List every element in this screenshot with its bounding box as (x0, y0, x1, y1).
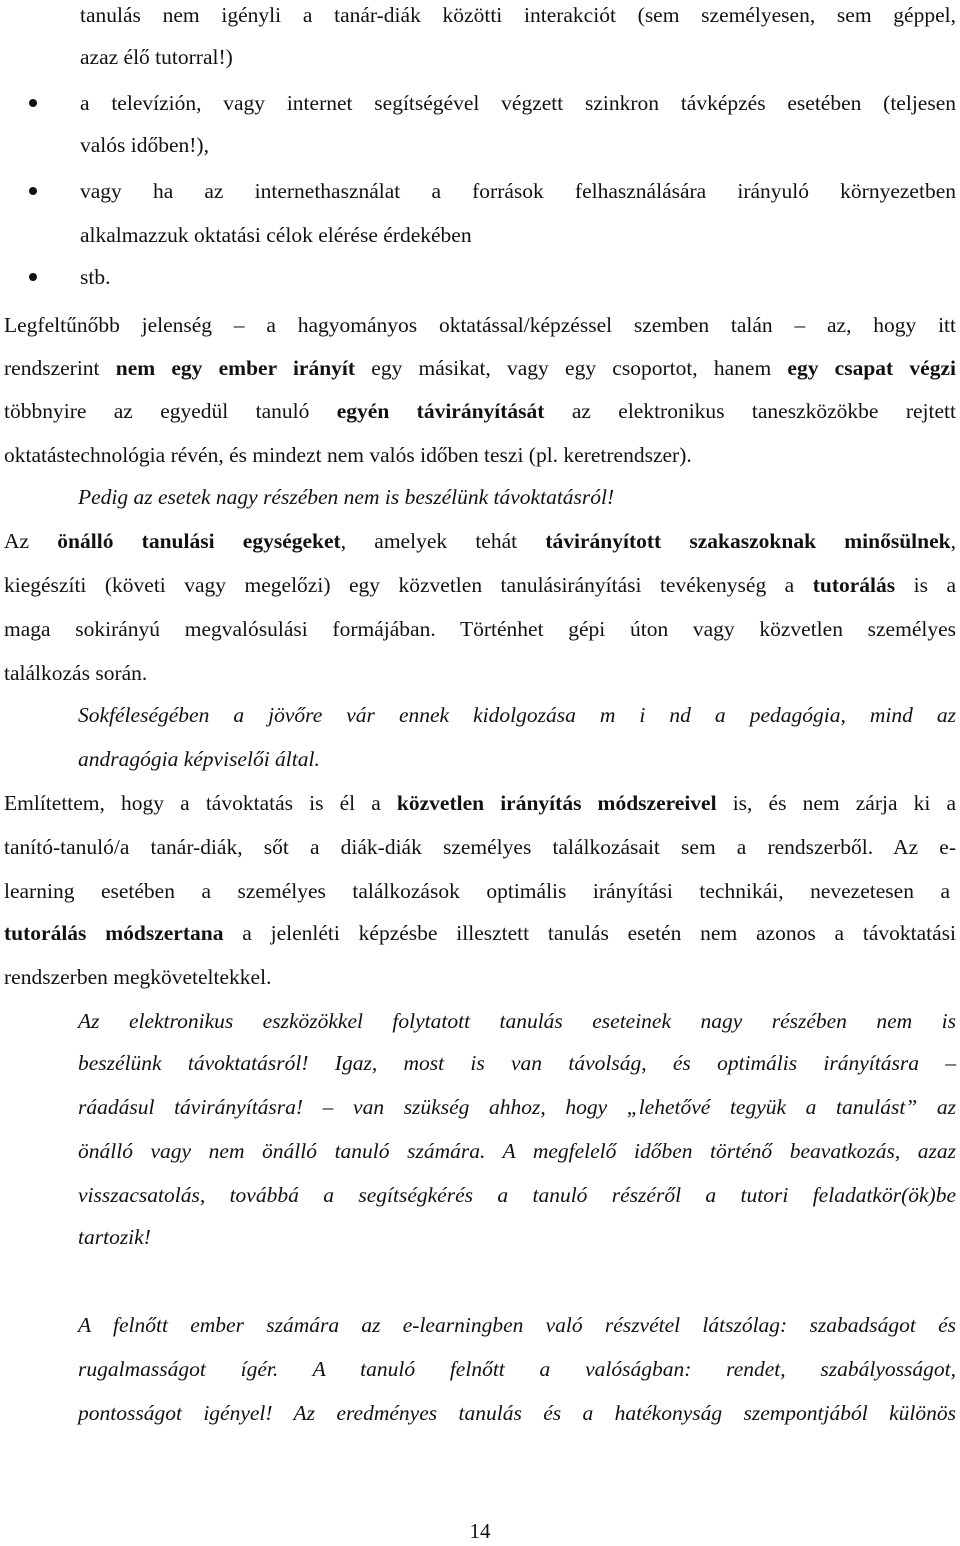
paragraph-3-line-4: tutorálás módszertana a jelenléti képzésbe illesztett tanulás esetén nem azonos a távoktatási (4, 921, 956, 945)
italic-quote-2-line-2: andragógia képviselői által. (78, 747, 320, 771)
bullet-dot-2 (29, 187, 37, 195)
italic-quote-4-line-2: rugalmasságot ígér. A tanuló felnőtt a valóságban: rendet, szabályosságot, (78, 1357, 956, 1381)
italic-quote-3-line-4: önálló vagy nem önálló tanuló számára. A megfelelő időben történő beavatkozás, azaz (78, 1139, 956, 1163)
bullet-2-line-1: vagy ha az internethasználat a források felhasználására irányuló környezetben (80, 179, 956, 203)
bullet-0-line-2: azaz élő tutorral!) (80, 45, 233, 69)
italic-quote-3-line-1: Az elektronikus eszközökkel folytatott tanulás eseteinek nagy részében nem is (78, 1009, 956, 1033)
italic-quote-3-line-2: beszélünk távoktatásról! Igaz, most is van távolság, és optimális irányításra – (78, 1051, 956, 1075)
bullet-dot-3 (29, 273, 37, 281)
italic-quote-4-line-3: pontosságot igényel! Az eredményes tanulás és a hatékonyság szempontjából különös (78, 1401, 956, 1425)
paragraph-3-line-3: learning esetében a személyes találkozások optimális irányítási technikái, nevezetesen a (4, 879, 950, 903)
italic-quote-3-line-3: ráadásul távirányításra! – van szükség ahhoz, hogy „lehetővé tegyük a tanulást” az (78, 1095, 956, 1119)
bullet-1-line-2: valós időben!), (80, 133, 209, 157)
paragraph-3-line-1: Említettem, hogy a távoktatás is él a közvetlen irányítás módszereivel is, és nem zárja ki a (4, 791, 957, 815)
paragraph-2-line-3: maga sokirányú megvalósulási formájában. Történhet gépi úton vagy közvetlen személyes (4, 617, 956, 641)
paragraph-1-line-2: rendszerint nem egy ember irányít egy másikat, vagy egy csoportot, hanem egy csapat végzi (4, 356, 956, 380)
italic-quote-3-line-6: tartozik! (78, 1225, 151, 1249)
bullet-2-line-2: alkalmazzuk oktatási célok elérése érdekében (80, 223, 472, 247)
paragraph-3-line-5: rendszerben megköveteltekkel. (4, 965, 272, 989)
paragraph-2-line-4: találkozás során. (4, 661, 148, 685)
paragraph-2-line-1: Az önálló tanulási egységeket, amelyek tehát távirányított szakaszoknak minősülnek, (4, 529, 956, 553)
paragraph-3-line-2: tanító-tanuló/a tanár-diák, sőt a diák-diák személyes találkozásait sem a rendszerből. Az e- (4, 835, 956, 859)
paragraph-2-line-2: kiegészíti (követi vagy megelőzi) egy közvetlen tanulásirányítási tevékenység a tutorálás is a (4, 573, 956, 597)
paragraph-1-line-3: többnyire az egyedül tanuló egyén távirányítását az elektronikus taneszközökbe rejtett (4, 399, 956, 423)
bullet-0-line-1: tanulás nem igényli a tanár-diák közötti interakciót (sem személyesen, sem géppel, (80, 3, 956, 27)
paragraph-1-line-4: oktatástechnológia révén, és mindezt nem valós időben teszi (pl. keretrendszer). (4, 443, 692, 467)
page-number: 14 (469, 1519, 491, 1543)
italic-quote-4-line-1: A felnőtt ember számára az e-learningben való részvétel látszólag: szabadságot és (78, 1313, 956, 1337)
paragraph-1-line-1: Legfeltűnőbb jelenség – a hagyományos oktatással/képzéssel szemben talán – az, hogy itt (4, 313, 956, 337)
bullet-dot-1 (29, 99, 37, 107)
bullet-1-line-1: a televízión, vagy internet segítségével végzett szinkron távképzés esetében (teljesen (80, 91, 956, 115)
italic-quote-1: Pedig az esetek nagy részében nem is beszélünk távoktatásról! (78, 485, 615, 509)
bullet-3-line-1: stb. (80, 265, 111, 289)
italic-quote-3-line-5: visszacsatolás, továbbá a segítségkérés a tanuló részéről a tutori feladatkör(ök)be (78, 1183, 956, 1207)
italic-quote-2-line-1: Sokféleségében a jövőre vár ennek kidolgozása m i nd a pedagógia, mind az (78, 703, 956, 727)
